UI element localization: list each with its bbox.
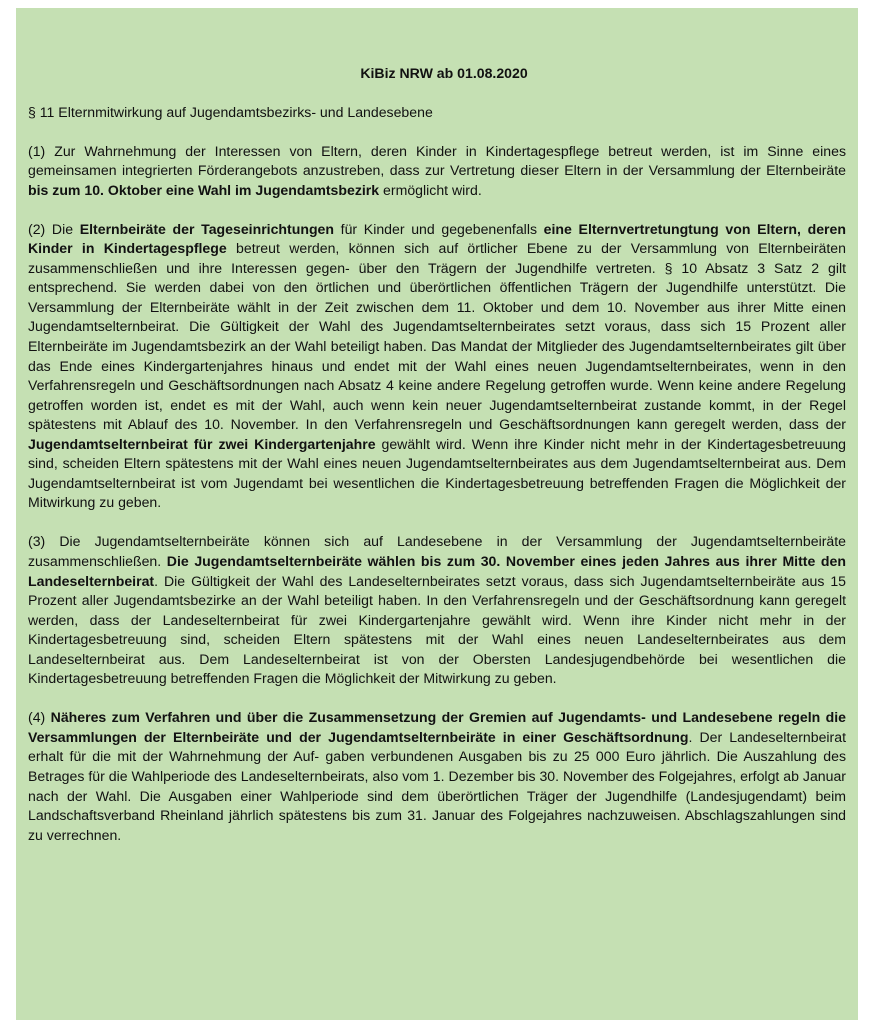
paragraph-3-bold-1: Die Jugendamtselternbeiräte wählen bis zum 30. November eines jeden Jahres aus ihrer Mitte den Landeselternbeirat [28, 552, 846, 589]
paragraph-4-bold-1: Näheres zum Verfahren und über die Zusammensetzung der Gremien auf Jugendamts- und Landesebene regeln die Versammlungen der Elternbeiräte und der Jugendamtselternbeiräte in einer Geschäftsordnung [28, 709, 847, 745]
paragraph-2-bold-3: Jugendamtselternbeirat für zwei Kindergartenjahre [28, 435, 376, 452]
paragraph-1 [28, 142, 846, 201]
paragraph-3-text-2: . Die Gültigkeit der Wahl des Landeselternbeirates setzt voraus, dass sich Jugendamtselternbeiräte aus 15 Prozent aller Jugendamtsbezirke an der Wahl beteiligt haben. In den Verfahrensregeln und der Geschäftsordnung kann geregelt werden, dass der Landeselternbeirat für zwei Kindergartenjahre gewählt wird. Wenn ihre Kinder nicht mehr in der Kindertagesbetreuung sind, scheiden Eltern spätestens mit der Wahl eines neuen Landeselternbeirates aus dem Landeselternbeirat aus. Dem Landeselternbeirat ist von der Obersten Landesjugendbehörde bei wesentlichen die Kindertagesbetreuung betreffenden Fragen die Möglichkeit der Mitwirkung zu geben. [28, 572, 846, 687]
paragraph-2-text-2: für Kinder und gegebenenfalls [334, 220, 544, 237]
paragraph-2-text-3: betreut werden, können sich auf örtlicher Ebene zu der Versammlung von Elternbeiräten zusammenschließen und ihre Interessen gegen- über den Trägern der Jugendhilfe vertreten. § 10 Absatz 3 Satz 2 gilt entsprechend. Sie werden dabei von den örtlichen und überörtlichen öffentlichen Trägern der Jugendhilfe unterstützt. Die Versammlung der Elternbeiräte wählt in der Zeit zwischen dem 11. Oktober und dem 10. November aus ihrer Mitte einen Jugendamtselternbeirat. Die Gültigkeit der Wahl des Jugendamtselternbeirates setzt voraus, dass sich 15 Prozent aller Elternbeiräte im Jugendamtsbezirk an der Wahl beteiligt haben. Das Mandat der Mitglieder des Jugendamtselternbeirates gilt über das Ende eines Kindergartenjahres hinaus und endet mit der Wahl eines neuen Jugendamtselternbeirates, wenn in den Verfahrensregeln und Geschäftsordnungen nach Absatz 4 keine andere Regelung getroffen wurde. Wenn keine andere Regelung getroffen worden ist, endet es mit der Wahl, auch wenn kein neuer Jugendamtselternbeirat zustande kommt, in der Regel spätestens mit Ablauf des 10. November. In den Verfahrensregeln und Geschäftsordnungen kann geregelt werden, dass der [28, 240, 846, 433]
paragraph-3-text-1: (3) Die Jugendamtselternbeiräte können sich auf Landesebene in der Versammlung der Jugendamtselternbeiräte zusammenschließen. [28, 533, 846, 569]
paragraph-1-bold-1: bis zum 10. Oktober eine Wahl im Jugendamtsbezirk [28, 181, 380, 198]
paragraph-1-text-1: (1) Zur Wahrnehmung der Interessen von Eltern, deren Kinder in Kindertagespflege betreut werden, ist im Sinne eines gemeinsamen integrierten Förderangebots anzustreben, dass zur Vertretung dieser Eltern in der Versammlung der Elternbeiräte [28, 142, 846, 179]
section-heading: § 11 Elternmitwirkung auf Jugendamtsbezirks- und Landesebene [28, 103, 433, 120]
document-box [16, 8, 858, 1020]
paragraph-3 [28, 532, 846, 688]
paragraph-1-text-2: ermöglicht wird. [379, 181, 482, 198]
paragraph-2-bold-2: eine Elternvertretungtung von Eltern, deren Kinder in Kindertagespflege [28, 220, 846, 257]
paragraph-2-text-4: gewählt wird. Wenn ihre Kinder nicht mehr in der Kindertagesbetreuung sind, scheiden Eltern spätestens mit der Wahl eines neuen Jugendamtselternbeirates aus dem Jugendamtselternbeirat aus. Dem Jugendamtselternbeirat ist vom Jugendamt bei wesentlichen die Kindertagesbetreuung betreffenden Fragen die Möglichkeit der Mitwirkung zu geben. [28, 435, 846, 511]
paragraph-4-text-1: (4) [28, 709, 51, 726]
paragraph-2-text-1: (2) Die [28, 220, 80, 237]
paragraph-4-text-2: . Der Landeselternbeirat erhalt für die mit der Wahrnehmung der Auf- gaben verbundenen Ausgaben bis zu 25 000 Euro jährlich. Die Auszahlung des Betrages für die Wahlperiode des Landeselternbeirats, also vom 1. Dezember bis 30. November des Folgejahres, erfolgt ab Januar nach der Wahl. Die Ausgaben einer Wahlperiode sind dem überörtlichen Träger der Jugendhilfe (Landesjugendamt) beim Landschaftsverband Rheinland jährlich spätestens bis zum 31. Januar des Folgejahres nachzuweisen. Abschlagszahlungen sind zu verrechnen. [28, 728, 846, 843]
paragraph-2-bold-1: Elternbeiräte der Tageseinrichtungen [79, 220, 335, 237]
paragraph-4 [28, 708, 846, 845]
document-title: KiBiz NRW ab 01.08.2020 [360, 65, 528, 81]
paragraph-2 [28, 220, 846, 513]
